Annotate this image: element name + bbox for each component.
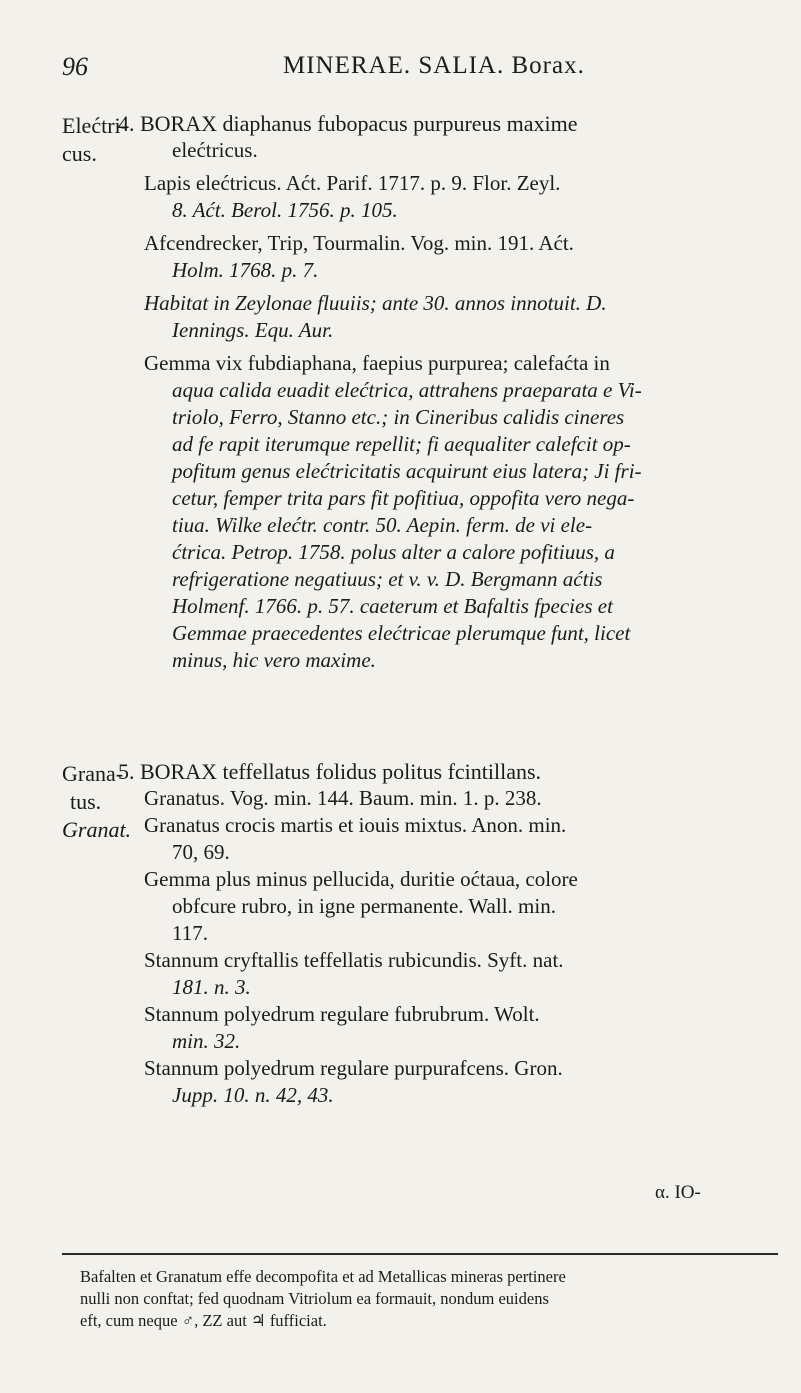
footnote-line: Bafalten et Granatum effe decompofita et ad Metallicas mineras pertinere [80, 1267, 566, 1286]
entry-line: Iennings. Equ. Aur. [172, 318, 334, 342]
margin-note-line: Granat. [62, 817, 132, 842]
entry-line: aqua calida euadit elećtrica, attrahens praeparata e Vi- [172, 378, 642, 402]
footnote-line: nulli non conftat; fed quodnam Vitriolum ea formauit, nondum euidens [80, 1289, 549, 1308]
entry-heading: 4. BORAX diaphanus fubopacus purpureus maxime [118, 111, 578, 136]
running-head: MINERAE. SALIA. Borax. [283, 52, 585, 79]
page-header [0, 52, 801, 92]
entry-line: tiua. Wilke elećtr. contr. 50. Aepin. ferm. de vi ele- [172, 513, 593, 537]
entry-line: min. 32. [172, 1029, 241, 1053]
page-number: 96 [62, 52, 88, 81]
entry-line: Granatus. Vog. min. 144. Baum. min. 1. p. 238. [144, 786, 542, 810]
entry-borax-5 [118, 758, 718, 1109]
entry-line: ad fe rapit iterumque repellit; fi aequaliter calefcit op- [172, 432, 631, 456]
entry-borax-4 [118, 110, 718, 674]
entry-line: Lapis elećtricus. Aćt. Parif. 1717. p. 9. Flor. Zeyl. [144, 171, 561, 195]
footnote [80, 1266, 780, 1332]
footnote-line: eft, cum neque ♂, ZZ aut ♃ fufficiat. [80, 1311, 327, 1330]
entry-line: elećtricus. [172, 138, 258, 162]
entry-line: Gemma plus minus pellucida, duritie oćtaua, colore [144, 867, 578, 891]
entry-line: refrigeratione negatiuus; et v. v. D. Bergmann aćtis [172, 567, 603, 591]
entry-line: Afcendrecker, Trip, Tourmalin. Vog. min. 191. Aćt. [144, 231, 574, 255]
margin-note-line: tus. [70, 789, 102, 814]
margin-note-line: Elećtri- [62, 113, 128, 138]
margin-note-line: cus. [62, 141, 97, 166]
entry-line: Habitat in Zeylonae fluuiis; ante 30. annos innotuit. D. [144, 291, 607, 315]
entry-line: Holmenf. 1766. p. 57. caeterum et Bafaltis fpecies et [172, 594, 613, 618]
entry-line: Stannum polyedrum regulare purpurafcens. Gron. [144, 1056, 563, 1080]
entry-line: Holm. 1768. p. 7. [172, 258, 319, 282]
entry-line: 117. [172, 921, 208, 945]
entry-line: Stannum polyedrum regulare fubrubrum. Wolt. [144, 1002, 540, 1026]
catchword: α. IO- [655, 1182, 701, 1203]
entry-line: ćtrica. Petrop. 1758. polus alter a calore pofitiuus, a [172, 540, 615, 564]
entry-line: Gemma vix fubdiaphana, faepius purpurea; calefaćta in [144, 351, 610, 375]
entry-line: obfcure rubro, in igne permanente. Wall. min. [172, 894, 556, 918]
entry-line: Granatus crocis martis et iouis mixtus. Anon. min. [144, 813, 567, 837]
entry-line: pofitum genus elećtricitatis acquirunt eius latera; Ji fri- [172, 459, 642, 483]
entry-line: 181. n. 3. [172, 975, 251, 999]
entry-line: cetur, femper trita pars fit pofitiua, oppofita vero nega- [172, 486, 635, 510]
entry-line: triolo, Ferro, Stanno etc.; in Cineribus calidis cineres [172, 405, 625, 429]
entry-line: 8. Aćt. Berol. 1756. p. 105. [172, 198, 398, 222]
entry-line: Gemmae praecedentes elećtricae plerumque funt, licet [172, 621, 631, 645]
margin-note-line: Grana- [62, 761, 124, 786]
entry-line: 70, 69. [172, 840, 230, 864]
footnote-rule [62, 1253, 778, 1255]
entry-heading: 5. BORAX teffellatus folidus politus fcintillans. [118, 759, 542, 784]
entry-line: Jupp. 10. n. 42, 43. [172, 1083, 334, 1107]
entry-line: Stannum cryftallis teffellatis rubicundis. Syft. nat. [144, 948, 564, 972]
entry-line: minus, hic vero maxime. [172, 648, 376, 672]
